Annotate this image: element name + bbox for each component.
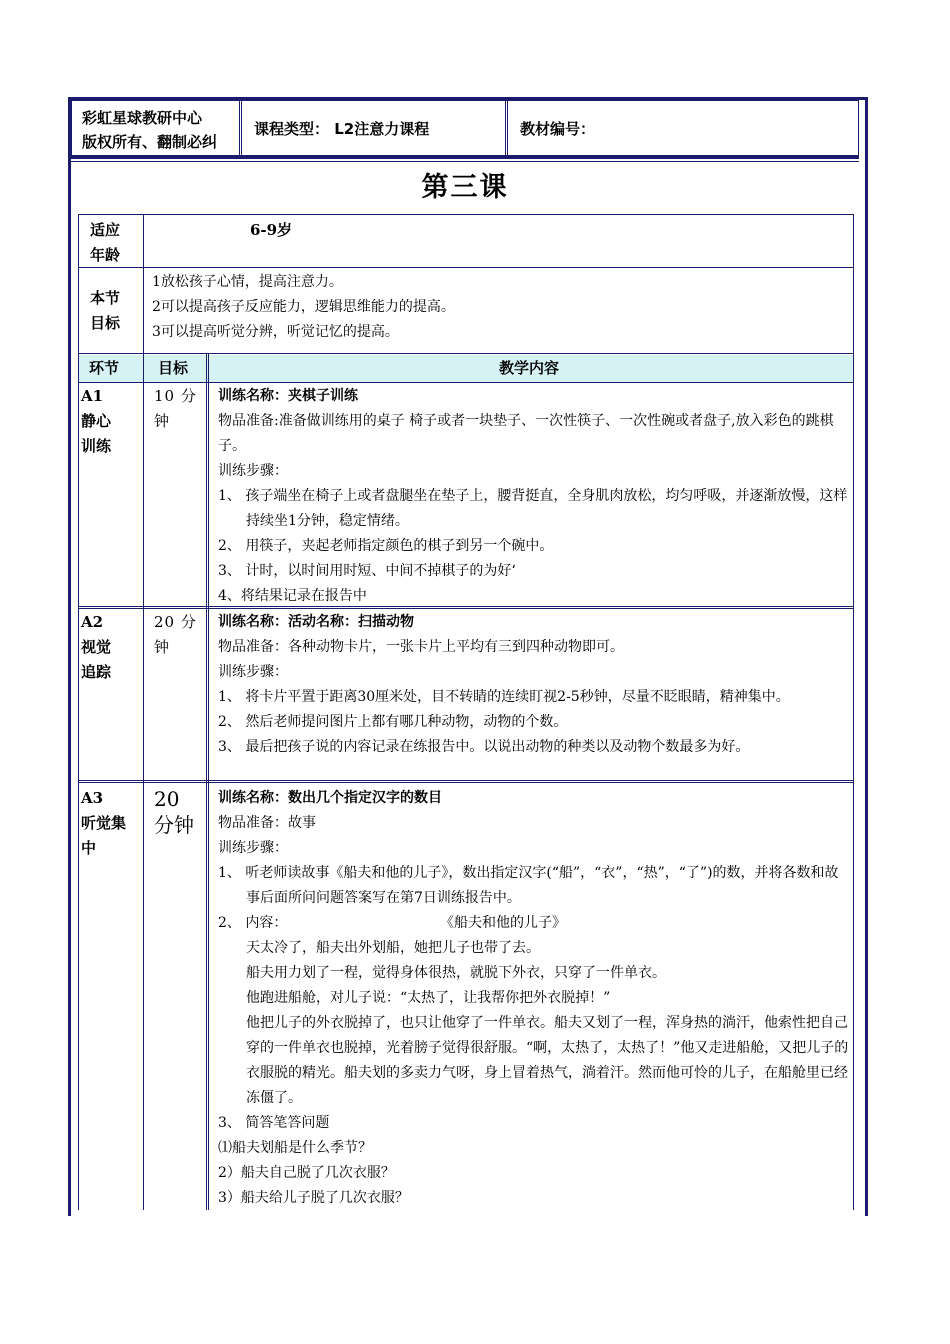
step-item: 1、 将卡片平置于距离30厘米处，目不转睛的连续盯视2-5秒钟，尽量不眨眼睛，精神集中。 <box>218 689 790 705</box>
story-paragraph: 天太冷了，船夫出外划船，她把儿子也带了去。 <box>246 940 540 956</box>
training-name: 训练名称：夹棋子训练 <box>218 388 358 404</box>
header-divider-thin <box>71 161 859 162</box>
section-a1-content <box>218 384 852 609</box>
step-item: 3、 最后把孩子说的内容记录在练报告中。以说出动物的种类以及动物个数最多为好。 <box>218 739 750 755</box>
step-item: 4、将结果记录在报告中 <box>218 588 367 604</box>
goals-label: 本节 目标 <box>90 289 121 332</box>
step-item: 2、 内容： <box>218 915 288 931</box>
col-rule <box>206 353 209 1210</box>
org-name: 彩虹星球教研中心 <box>82 109 203 127</box>
column-header-goal: 目标 <box>158 359 189 377</box>
col-rule <box>143 214 144 1210</box>
section-a1-duration: 10 分 钟 <box>154 387 197 430</box>
story-heading-line <box>218 911 852 936</box>
training-name: 训练名称：数出几个指定汉字的数目 <box>218 790 442 806</box>
col-rule <box>78 214 79 1210</box>
column-header-section: 环节 <box>89 359 120 377</box>
story-paragraph: 他跑进船舱，对儿子说：“太热了，让我帮你把外衣脱掉！” <box>246 990 611 1006</box>
story-paragraph: 船夫用力划了一程，觉得身体很热，就脱下外衣，只穿了一件单衣。 <box>246 965 666 981</box>
story-title: 《船夫和他的儿子》 <box>440 915 566 931</box>
step-item: 3、 简答笔答问题 <box>218 1115 330 1131</box>
col-rule <box>853 214 854 1210</box>
material-number: 教材编号： <box>520 120 596 138</box>
steps-heading: 训练步骤： <box>218 840 288 856</box>
step-item: 2、 用筷子，夹起老师指定颜色的棋子到另一个碗中。 <box>218 538 554 554</box>
goal-item: 1放松孩子心情，提高注意力。 <box>152 274 343 290</box>
age-label: 适应 年龄 <box>90 221 121 264</box>
goals-list <box>152 270 842 345</box>
step-item: 1、 听老师读故事《船夫和他的儿子》，数出指定汉字(“船”，“衣”，“热”，“了”)的数，并将各数和故事后面所问问题答案写在第7日训练报告中。 <box>218 865 839 906</box>
copyright-notice: 版权所有、翻制必纠 <box>82 133 218 151</box>
goal-item: 3可以提高听觉分辨，听觉记忆的提高。 <box>152 324 399 340</box>
section-a2-duration: 20 分 钟 <box>154 613 197 656</box>
materials: 物品准备:准备做训练用的桌子 椅子或者一块垫子、一次性筷子、一次性碗或者盘子,放入彩色的跳棋子。 <box>218 413 834 454</box>
question-item: ⑴船夫划船是什么季节？ <box>218 1140 372 1156</box>
step-item: 2、 然后老师提问图片上都有哪几种动物，动物的个数。 <box>218 714 568 730</box>
section-a3-duration: 20 分钟 <box>154 787 194 837</box>
step-item: 3、 计时，以时间用时短、中间不掉棋子的为好‘ <box>218 563 516 579</box>
step-item: 1、 孩子端坐在椅子上或者盘腿坐在垫子上，腰背挺直，全身肌肉放松，均匀呼吸，并逐渐放慢，这样持续坐1分钟，稳定情绪。 <box>218 488 848 529</box>
course-type: 课程类型： L2注意力课程 <box>244 101 508 155</box>
lesson-title: 第三课 <box>421 172 509 203</box>
lesson-table <box>78 214 854 1210</box>
row-rule <box>78 353 854 354</box>
row-rule <box>78 214 854 215</box>
section-a3-label: A3 听觉集 中 <box>81 789 127 857</box>
materials: 物品准备：各种动物卡片，一张卡片上平均有三到四种动物即可。 <box>218 639 624 655</box>
row-rule <box>78 780 854 783</box>
section-a2-label: A2 视觉 追踪 <box>81 613 112 681</box>
course-header <box>71 100 859 156</box>
section-a1-label: A1 静心 训练 <box>81 387 112 455</box>
age-value: 6-9岁 <box>250 221 293 239</box>
goal-item: 2可以提高孩子反应能力，逻辑思维能力的提高。 <box>152 299 455 315</box>
section-a2-content <box>218 610 852 760</box>
column-header-row <box>79 355 853 382</box>
section-a3-content <box>218 786 852 1211</box>
header-divider <box>71 156 859 159</box>
row-rule <box>78 382 854 383</box>
question-item: 3）船夫给儿子脱了几次衣服？ <box>218 1190 409 1206</box>
row-rule <box>78 267 854 268</box>
steps-heading: 训练步骤： <box>218 664 288 680</box>
question-item: 2）船夫自己脱了几次衣服？ <box>218 1165 395 1181</box>
training-name: 训练名称：活动名称：扫描动物 <box>218 614 414 630</box>
org-cell <box>72 101 242 155</box>
materials: 物品准备：故事 <box>218 815 316 831</box>
steps-heading: 训练步骤： <box>218 463 288 479</box>
story-paragraph: 他把儿子的外衣脱掉了，也只让他穿了一件单衣。船夫又划了一程，浑身热的淌汗，他索性把自己穿的一件单衣也脱掉，光着膀子觉得很舒服。“啊，太热了，太热了！”他又走进船舱，又把儿子的衣服脱的精光。船夫划的多卖力气呀，身上冒着热气，淌着汗。然而他可怜的儿子，在船舱里已经冻僵了。 <box>246 1015 849 1106</box>
column-header-content: 教学内容 <box>499 359 560 377</box>
